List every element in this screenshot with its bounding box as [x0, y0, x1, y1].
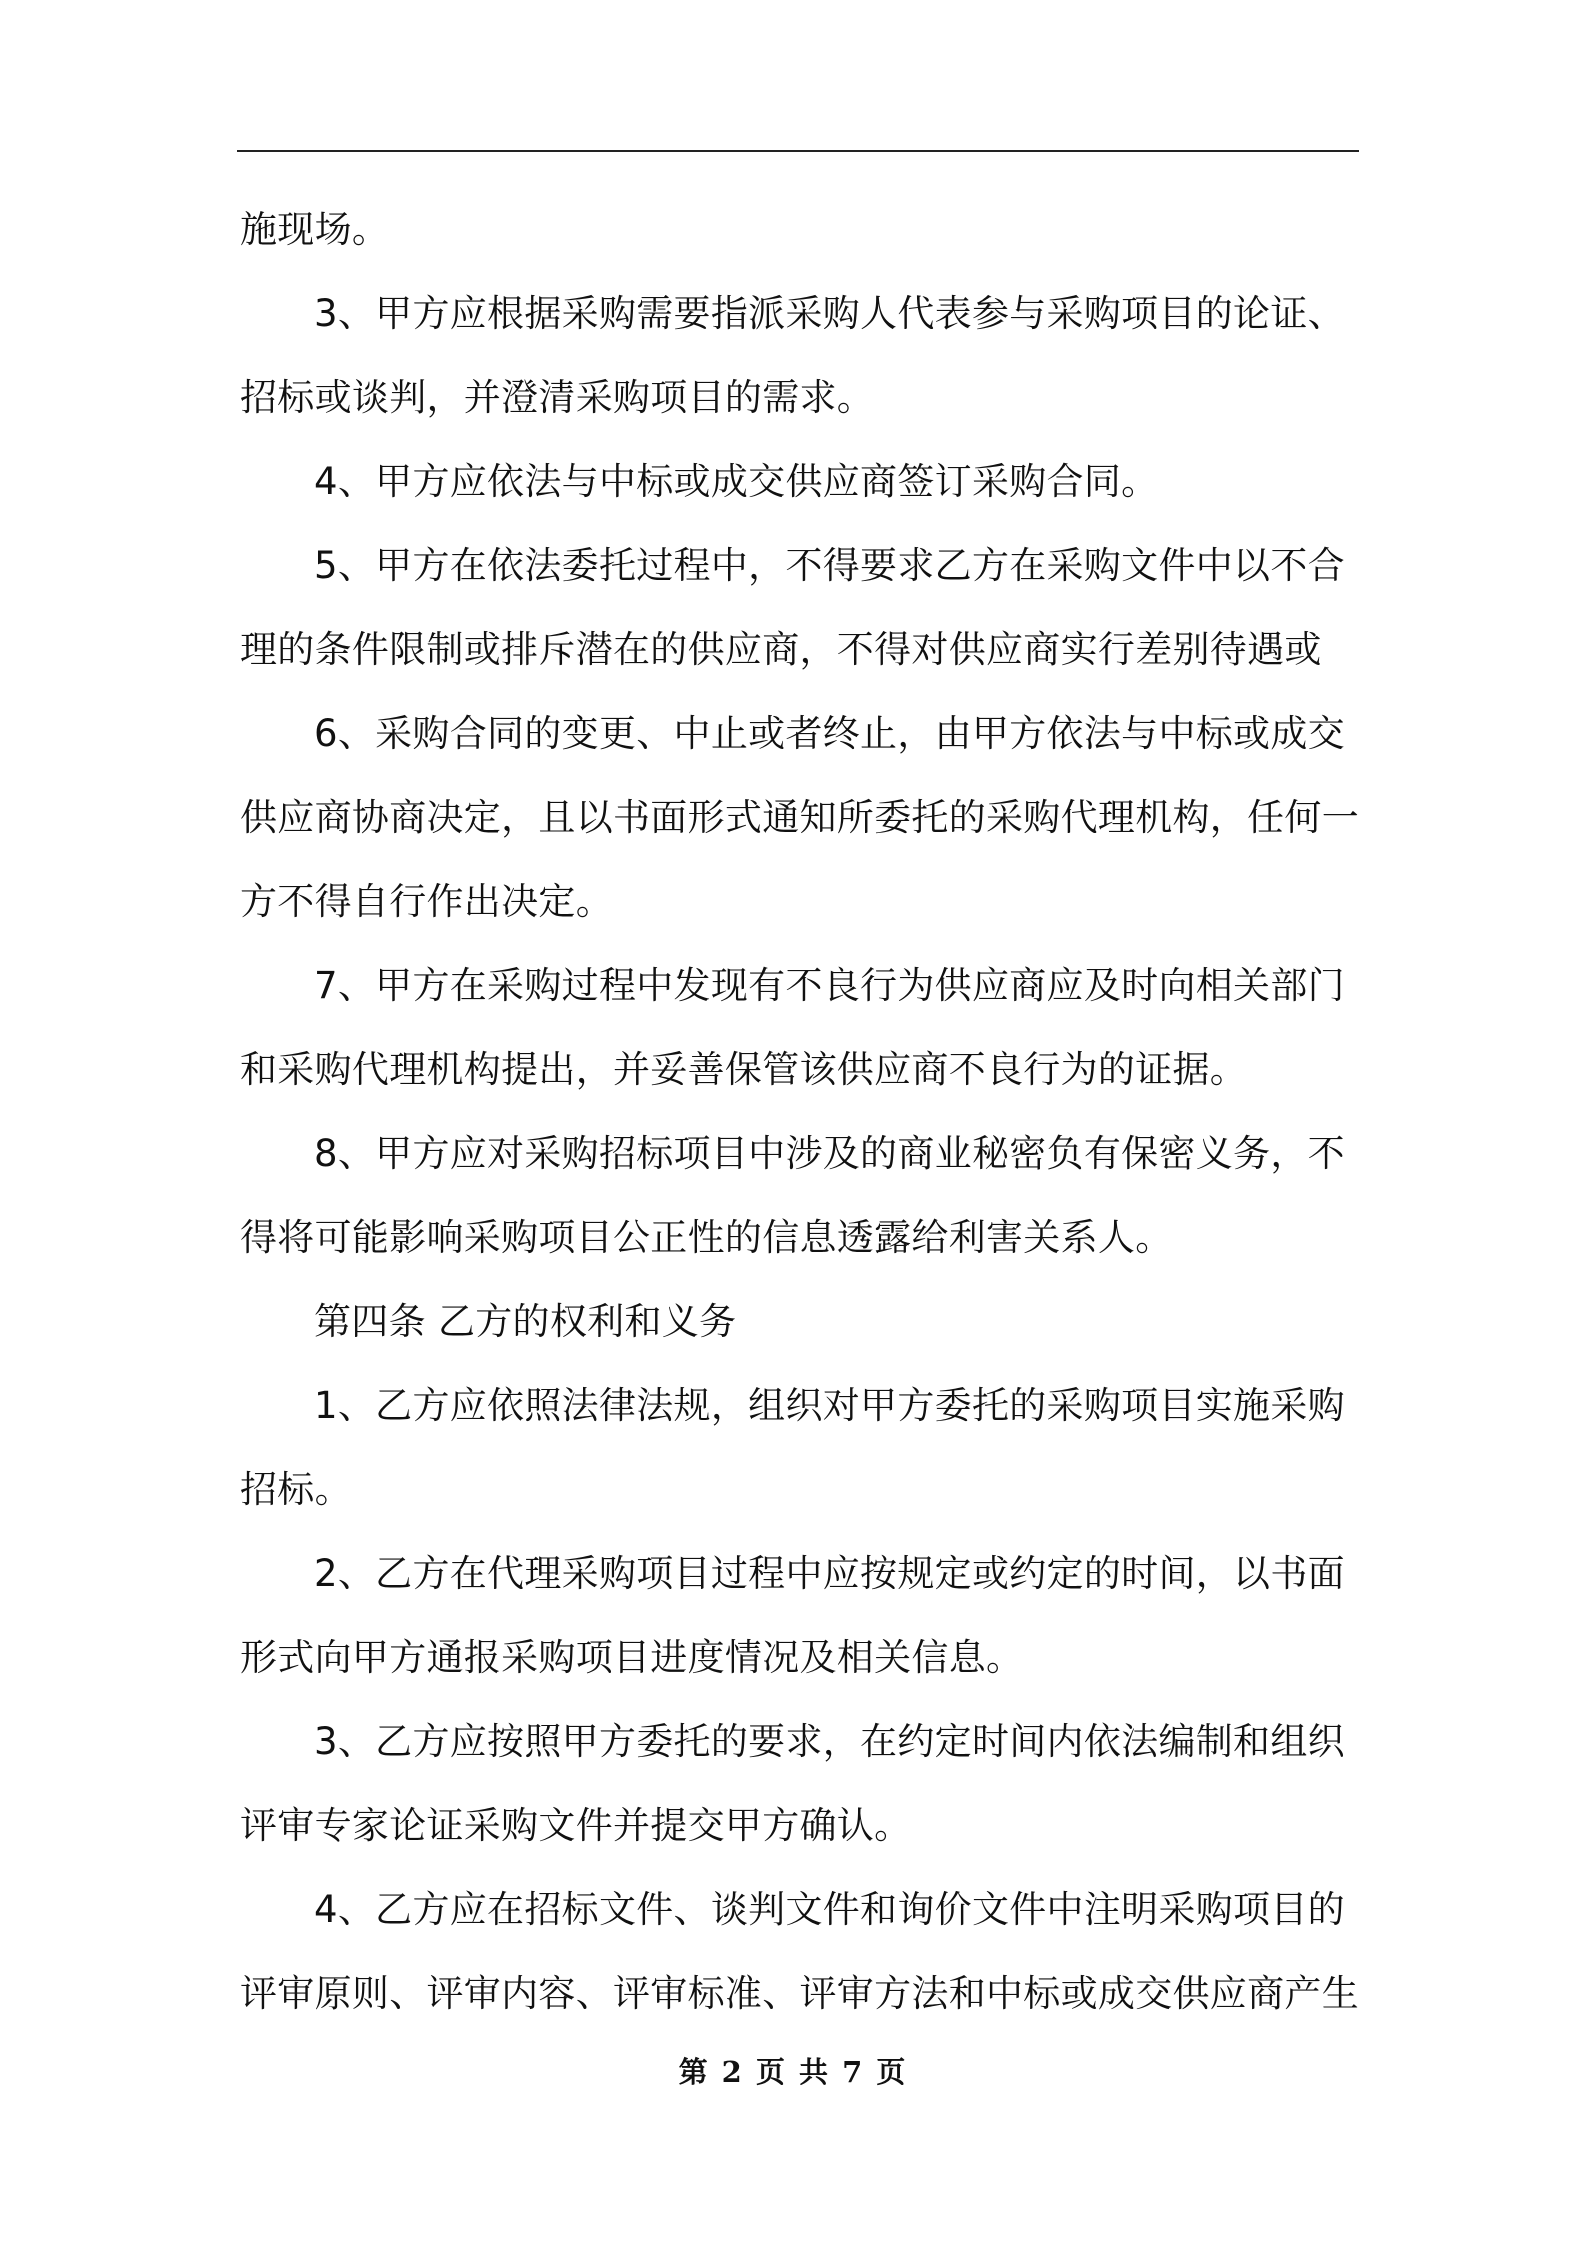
page-footer [0, 2050, 1586, 2091]
text-line: 理的条件限制或排斥潜在的供应商，不得对供应商实行差别待遇或 [240, 628, 1322, 671]
text-line: 3、甲方应根据采购需要指派采购人代表参与采购项目的论证、 [314, 292, 1345, 335]
text-line: 得将可能影响采购项目公正性的信息透露给利害关系人。 [240, 1216, 1173, 1259]
page-number: 第 2 页 共 7 页 [678, 2055, 908, 2089]
text-line: 8、甲方应对采购招标项目中涉及的商业秘密负有保密义务，不 [314, 1132, 1345, 1175]
text-line: 和采购代理机构提出，并妥善保管该供应商不良行为的证据。 [240, 1048, 1248, 1091]
text-line: 4、甲方应依法与中标或成交供应商签订采购合同。 [314, 460, 1159, 503]
header-divider [237, 150, 1359, 152]
text-line: 6、采购合同的变更、中止或者终止，由甲方依法与中标或成交 [314, 712, 1345, 755]
text-line: 1、乙方应依照法律法规，组织对甲方委托的采购项目实施采购 [314, 1384, 1345, 1427]
text-line: 招标或谈判，并澄清采购项目的需求。 [240, 376, 875, 419]
text-line: 4、乙方应在招标文件、谈判文件和询价文件中注明采购项目的 [314, 1888, 1345, 1931]
section-heading: 第四条 乙方的权利和义务 [314, 1300, 737, 1343]
text-line: 施现场。 [240, 208, 390, 251]
text-line: 评审专家论证采购文件并提交甲方确认。 [240, 1804, 912, 1847]
text-line: 供应商协商决定，且以书面形式通知所委托的采购代理机构，任何一 [240, 796, 1359, 839]
text-line: 5、甲方在依法委托过程中，不得要求乙方在采购文件中以不合 [314, 544, 1345, 587]
text-line: 3、乙方应按照甲方委托的要求，在约定时间内依法编制和组织 [314, 1720, 1345, 1763]
document-body [240, 188, 1360, 2036]
text-line: 形式向甲方通报采购项目进度情况及相关信息。 [240, 1636, 1024, 1679]
text-line: 7、甲方在采购过程中发现有不良行为供应商应及时向相关部门 [314, 964, 1345, 1007]
text-line: 方不得自行作出决定。 [240, 880, 613, 923]
text-line: 评审原则、评审内容、评审标准、评审方法和中标或成交供应商产生 [240, 1972, 1359, 2015]
text-line: 招标。 [240, 1468, 352, 1511]
text-line: 2、乙方在代理采购项目过程中应按规定或约定的时间，以书面 [314, 1552, 1345, 1595]
